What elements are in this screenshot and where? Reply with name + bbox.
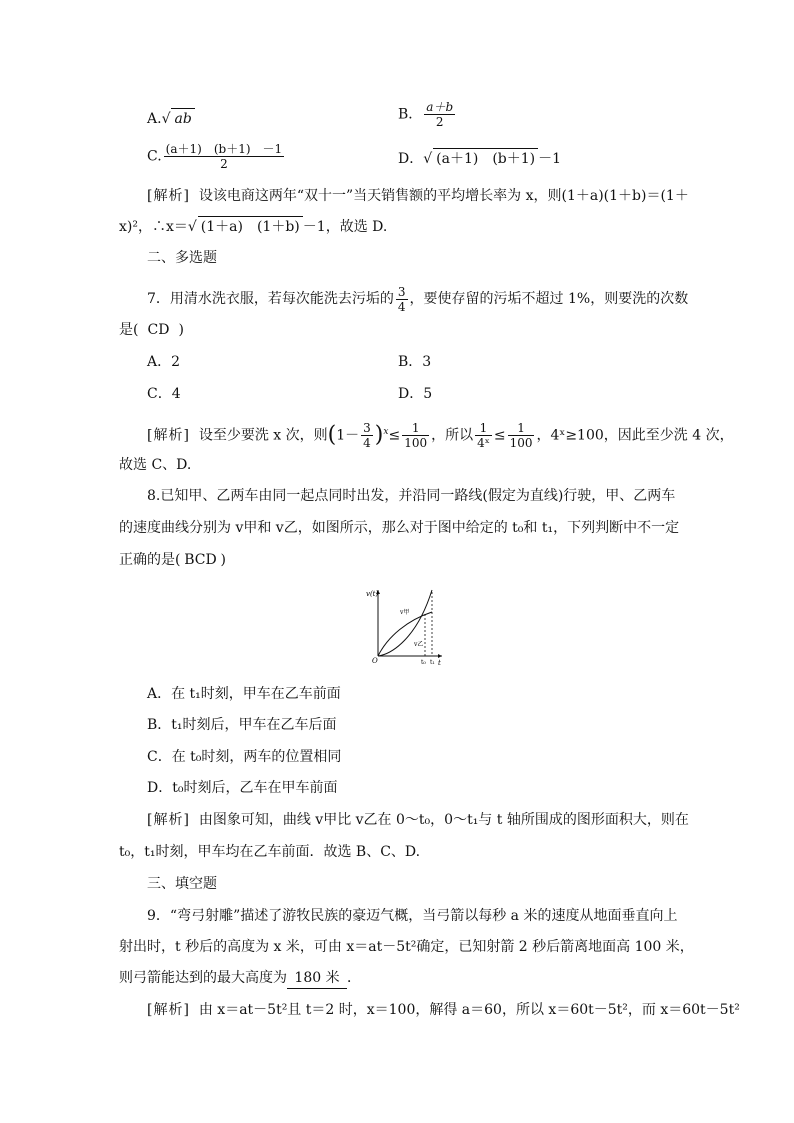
q6-option-d-label: D． (398, 151, 424, 167)
q6-explanation-line2 (119, 216, 387, 237)
q9-stem-line3 (119, 968, 361, 989)
curve-label-v-yi: v乙 (414, 641, 424, 648)
q6-option-a-label: A. (147, 111, 162, 127)
explanation-tag: [解析] (147, 1002, 190, 1018)
fraction-numerator: 3 (363, 421, 371, 436)
fraction-denominator: 100 (404, 436, 428, 451)
fraction-numerator: 3 (397, 284, 406, 299)
x-axis-label: t (438, 659, 441, 666)
sqrt-sign: √ (423, 151, 433, 167)
curve-v-yi (378, 612, 432, 656)
fraction-numerator: a＋b (426, 100, 454, 114)
fraction-denominator: 4 (397, 299, 406, 314)
q8-option-b: B．t₁时刻后，甲车在乙车后面 (147, 717, 337, 733)
section-heading-multiple-choice: 二、多选题 (147, 250, 217, 266)
explanation-exponent: x (383, 427, 389, 437)
q6-option-a-radicand: ab (171, 108, 194, 129)
q8-stem-text: 正确的是( (119, 552, 181, 568)
explanation-tag: [解析] (147, 188, 190, 204)
sqrt-sign: √ (187, 219, 197, 235)
explanation-fraction (361, 421, 373, 450)
q8-explanation-line1 (147, 810, 689, 830)
explanation-text: －1，故选 D. (302, 219, 388, 235)
q9-answer-blank: 180 米 (287, 968, 347, 989)
explanation-text: 由图象可知，曲线 v甲比 v乙在 0～t₀，0～t₁与 t 轴所围成的图形面积大，则在 (198, 812, 689, 828)
q6-option-a (147, 108, 195, 129)
explanation-text: 由 x＝at－5t²且 t＝2 时，x＝100，解得 a＝60，所以 x＝60t－5t²，而 x＝60t－5t² (198, 1002, 740, 1018)
q6-explanation-line1 (147, 186, 689, 206)
q8-stem-line3 (119, 550, 226, 570)
fraction-denominator: 4 (363, 436, 371, 451)
q6-option-d (398, 148, 561, 169)
q8-option-c: C．在 t₀时刻，两车的位置相同 (147, 749, 342, 765)
y-axis-label: v(t) (366, 590, 379, 598)
fraction-numerator: 1 (402, 421, 429, 436)
velocity-time-graph (362, 586, 444, 666)
q9-explanation-line1 (147, 1000, 740, 1020)
q9-stem-text: ． (347, 970, 361, 986)
curve-label-v-jia: v甲 (400, 609, 410, 616)
fraction-numerator: (a＋1) (b＋1) －1 (165, 142, 283, 156)
q7-stem-line2 (119, 320, 184, 340)
q6-option-b-label: B． (398, 106, 423, 123)
q6-option-c (147, 142, 286, 171)
q8-explanation-line2: t₀，t₁时刻，甲车均在乙车前面．故选 B、C、D. (119, 844, 421, 860)
fraction-denominator: 4ˣ (477, 436, 490, 451)
q7-stem-text: ，要使存留的污垢不超过 1%，则要洗的次数 (409, 291, 689, 307)
explanation-text: 设至少要洗 x 次，则 (198, 427, 328, 444)
q8-stem-line1: 8.已知甲、乙两车由同一起点同时出发，并沿同一路线(假定为直线)行驶，甲、乙两车 (147, 488, 676, 504)
q6-option-d-radicand: (a＋1) (b＋1) (433, 148, 538, 169)
t1-label: t₁ (430, 659, 435, 666)
left-paren: ( (327, 422, 337, 448)
q8-option-a: A．在 t₁时刻，甲车在乙车前面 (147, 686, 341, 702)
explanation-text: 设该电商这两年“双十一”当天销售额的平均增长率为 x，则(1＋a)(1＋b)＝(1＋ (198, 188, 689, 204)
q7-option-a: A．2 (147, 354, 181, 370)
origin-label: O (372, 657, 378, 665)
q6-option-b-fraction (424, 100, 455, 129)
q7-fraction (396, 285, 408, 314)
q9-stem-text: 则弓箭能达到的最大高度为 (119, 970, 287, 986)
q8-answer: BCD (184, 552, 217, 568)
explanation-text: ，所以 (431, 427, 474, 444)
curve-v-jia (378, 590, 432, 656)
q6-option-b (398, 100, 457, 129)
q7-explanation-line1 (147, 413, 734, 451)
explanation-text: ≤ (493, 427, 506, 444)
q7-stem-text: 是( (119, 322, 139, 338)
q7-option-c: C．4 (147, 386, 181, 402)
explanation-text: x)²，∴x＝ (119, 219, 188, 235)
q9-stem-line2: 射出时，t 秒后的高度为 x 米，可由 x＝at－5t²确定，已知射箭 2 秒后箭离地面高 100 米， (119, 939, 694, 955)
q7-option-d: D．5 (398, 386, 433, 402)
explanation-text: ，4ˣ≥100，因此至少洗 4 次， (536, 427, 734, 444)
q7-stem-line1 (147, 282, 688, 316)
section-heading-fill-blank: 三、填空题 (147, 876, 217, 892)
right-paren: ) (374, 422, 384, 448)
q6-option-c-label: C. (147, 148, 162, 165)
explanation-tag: [解析] (147, 427, 190, 444)
q8-stem-line2: 的速度曲线分别为 v甲和 v乙，如图所示，那么对于图中给定的 t₀和 t₁，下列判断中不一定 (119, 520, 680, 536)
q7-option-b: B．3 (398, 354, 432, 370)
fraction-numerator: 1 (475, 421, 492, 436)
q8-stem-text: ) (220, 552, 226, 568)
explanation-text: 1－ (336, 427, 360, 444)
fraction-numerator: 1 (508, 421, 535, 436)
x-axis-arrow (438, 654, 442, 658)
explanation-fraction (508, 421, 535, 450)
explanation-fraction (402, 421, 429, 450)
q9-stem-line1: 9．“弯弓射雕”描述了游牧民族的豪迈气概，当弓箭以每秒 a 米的速度从地面垂直向上 (147, 908, 678, 924)
t0-label: t₀ (421, 659, 426, 666)
q7-explanation-line2: 故选 C、D. (119, 457, 192, 473)
fraction-denominator: 100 (509, 436, 533, 451)
sqrt-sign: √ (161, 111, 171, 127)
q7-stem-text: ) (178, 322, 184, 338)
explanation-text: ≤ (388, 427, 401, 444)
fraction-denominator: 2 (435, 115, 444, 129)
q6-option-d-suffix: －1 (538, 151, 562, 167)
fraction-denominator: 2 (220, 157, 228, 171)
explanation-radicand: (1＋a) (1＋b) (198, 216, 303, 237)
q6-option-c-fraction (164, 142, 284, 171)
q7-stem-text: 7．用清水洗衣服，若每次能洗去污垢的 (147, 291, 394, 307)
q8-option-d: D．t₀时刻后，乙车在甲车前面 (147, 780, 338, 796)
explanation-tag: [解析] (147, 812, 190, 828)
explanation-fraction (475, 421, 492, 450)
q7-answer: CD (147, 322, 170, 338)
